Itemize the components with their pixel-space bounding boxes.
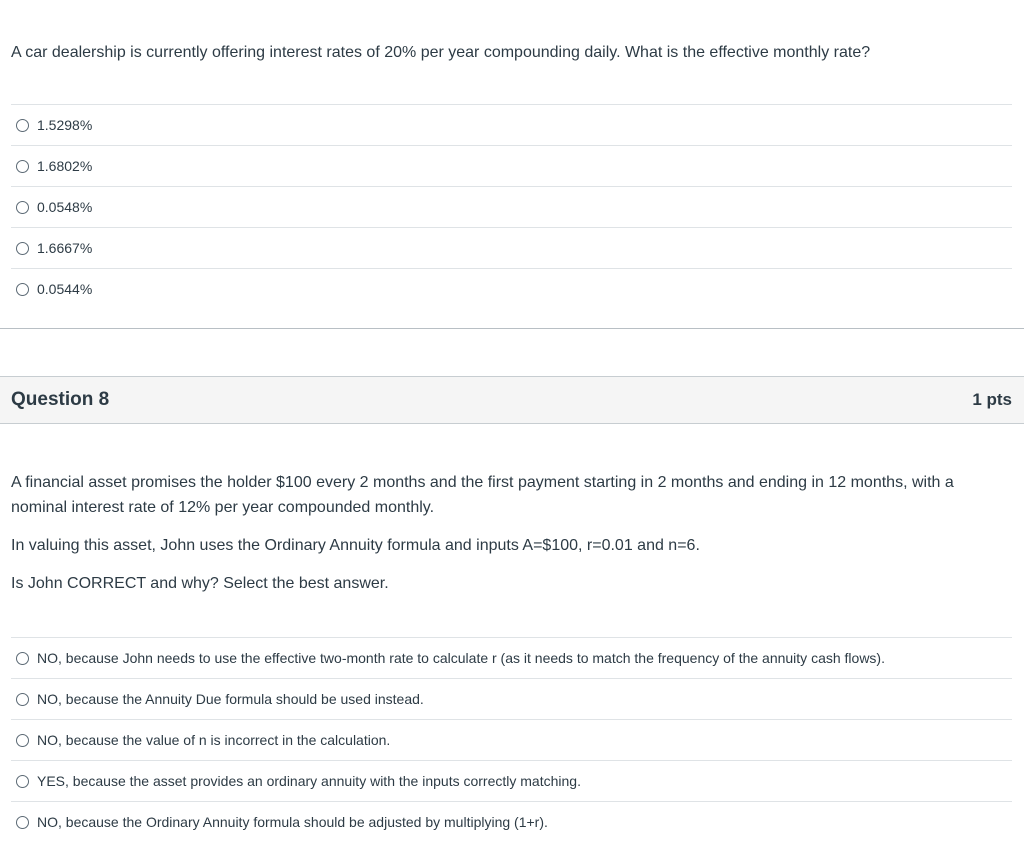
- radio-button[interactable]: [16, 160, 29, 173]
- answer-label: 0.0548%: [37, 199, 93, 215]
- question-7-text: A car dealership is currently offering interest rates of 20% per year compounding daily. What is the effective monthly rate?: [11, 44, 871, 61]
- answer-label: NO, because the Ordinary Annuity formula should be adjusted by multiplying (1+r).: [37, 814, 548, 830]
- radio-button[interactable]: [16, 734, 29, 747]
- radio-button[interactable]: [16, 652, 29, 665]
- answer-option[interactable]: [11, 801, 1012, 842]
- question-8-header: [0, 376, 1024, 424]
- answer-option[interactable]: [11, 719, 1012, 760]
- answer-option[interactable]: [11, 145, 1012, 186]
- answer-option[interactable]: [11, 227, 1012, 268]
- answer-label: 1.5298%: [37, 117, 93, 133]
- question-paragraph: Is John CORRECT and why? Select the best answer.: [11, 575, 389, 592]
- answer-label: 0.0544%: [37, 281, 93, 297]
- radio-button[interactable]: [16, 693, 29, 706]
- question-paragraph: In valuing this asset, John uses the Ordinary Annuity formula and inputs A=$100, r=0.01 and n=6.: [11, 537, 700, 554]
- answer-option[interactable]: [11, 186, 1012, 227]
- answer-option[interactable]: [11, 268, 1012, 309]
- question-points: 1 pts: [972, 390, 1012, 409]
- question-7-answers: [11, 104, 1012, 309]
- question-title: Question 8: [11, 389, 110, 410]
- radio-button[interactable]: [16, 119, 29, 132]
- answer-option[interactable]: [11, 760, 1012, 801]
- answer-option[interactable]: [11, 678, 1012, 719]
- answer-label: YES, because the asset provides an ordinary annuity with the inputs correctly matching.: [37, 773, 581, 789]
- answer-label: NO, because the Annuity Due formula should be used instead.: [37, 691, 424, 707]
- question-8-answers: [11, 637, 1012, 842]
- radio-button[interactable]: [16, 816, 29, 829]
- question-8-text: [11, 470, 1011, 609]
- question-paragraph: A financial asset promises the holder $100 every 2 months and the first payment starting in 2 months and ending in 12 months, with a nominal interest rate of 12% per year compounded monthly.: [11, 474, 954, 516]
- answer-label: NO, because John needs to use the effective two-month rate to calculate r (as it needs to match the frequency of the annuity cash flows).: [37, 650, 885, 666]
- radio-button[interactable]: [16, 283, 29, 296]
- radio-button[interactable]: [16, 775, 29, 788]
- answer-label: 1.6667%: [37, 240, 93, 256]
- section-divider: [0, 328, 1024, 329]
- answer-label: NO, because the value of n is incorrect in the calculation.: [37, 732, 391, 748]
- answer-option[interactable]: [11, 637, 1012, 678]
- radio-button[interactable]: [16, 242, 29, 255]
- answer-label: 1.6802%: [37, 158, 93, 174]
- radio-button[interactable]: [16, 201, 29, 214]
- answer-option[interactable]: [11, 104, 1012, 145]
